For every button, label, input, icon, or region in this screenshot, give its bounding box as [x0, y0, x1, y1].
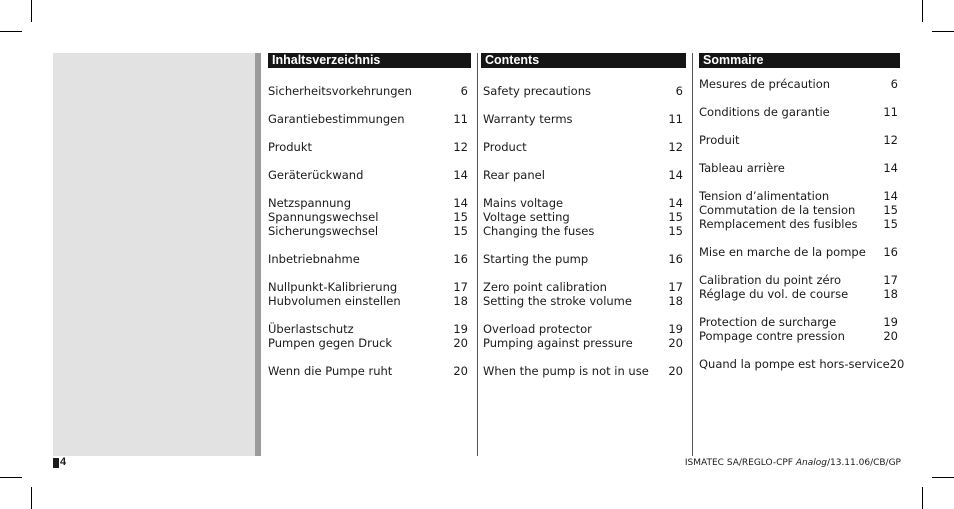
toc-entry — [483, 224, 683, 238]
side-panel-bar — [255, 53, 261, 456]
toc-entry-page: 14 — [883, 189, 898, 203]
toc-group — [483, 168, 683, 182]
toc-entry-page: 11 — [453, 112, 468, 126]
toc-group — [483, 280, 683, 308]
toc-entry-page: 12 — [453, 140, 468, 154]
toc-entry-page: 14 — [453, 168, 468, 182]
toc-group — [483, 196, 683, 238]
toc-entry-label: Remplacement des fusibles — [699, 217, 858, 231]
toc-entry-label: Mise en marche de la pompe — [699, 245, 866, 259]
toc-entry-label: Mains voltage — [483, 196, 564, 210]
side-panel — [53, 53, 255, 456]
toc-entry-label: Tension d’alimentation — [699, 189, 830, 203]
column-header: Contents — [481, 53, 686, 68]
toc-entry-page: 16 — [453, 252, 468, 266]
toc-entry-label: Product — [483, 140, 527, 154]
toc-entry — [699, 133, 898, 147]
toc-column-german — [268, 53, 468, 456]
toc-entry — [483, 210, 683, 224]
toc-entry-label: Commutation de la tension — [699, 203, 856, 217]
crop-mark-bottom-left-h — [0, 477, 22, 478]
toc-entry-label: Hubvolumen einstellen — [268, 294, 401, 308]
toc-entry-label: Setting the stroke volume — [483, 294, 632, 308]
toc-entry-page: 18 — [453, 294, 468, 308]
toc-entry-label: When the pump is not in use — [483, 364, 649, 378]
toc-entry-label: Pompage contre pression — [699, 329, 845, 343]
column-header: Sommaire — [699, 53, 900, 68]
toc-entry-page: 19 — [883, 315, 898, 329]
toc-column-french — [699, 53, 905, 456]
toc-entry — [483, 294, 683, 308]
toc-entry-page: 17 — [883, 273, 898, 287]
toc-group — [268, 112, 468, 126]
toc-entry-label: Tableau arrière — [699, 161, 785, 175]
column-header: Inhaltsverzeichnis — [268, 53, 471, 68]
toc-entry-label: Rear panel — [483, 168, 545, 182]
toc-group — [268, 252, 468, 266]
toc-entry-page: 15 — [453, 210, 468, 224]
toc-entry — [483, 196, 683, 210]
toc-entry-label: Warranty terms — [483, 112, 573, 126]
toc-entry-page: 14 — [668, 168, 683, 182]
toc-entry-label: Zero point calibration — [483, 280, 607, 294]
column-divider — [692, 53, 693, 456]
toc-entry-page: 19 — [668, 322, 683, 336]
toc-entry-page: 17 — [453, 280, 468, 294]
crop-mark-top-right-v — [922, 0, 923, 22]
toc-entry — [268, 252, 468, 266]
crop-mark-top-left-h — [0, 31, 22, 32]
toc-entry — [268, 84, 468, 98]
toc-entry — [268, 140, 468, 154]
toc-entry-label: Überlastschutz — [268, 322, 354, 336]
toc-entries — [699, 77, 905, 385]
toc-entry-label: Inbetriebnahme — [268, 252, 360, 266]
toc-entry-page: 15 — [883, 217, 898, 231]
toc-entry-label: Produkt — [268, 140, 313, 154]
toc-entry — [268, 196, 468, 210]
toc-entry-label: Starting the pump — [483, 252, 589, 266]
toc-entry-page: 18 — [883, 287, 898, 301]
toc-entry-page: 20 — [668, 364, 683, 378]
toc-entry — [699, 357, 905, 371]
toc-entry-page: 16 — [883, 245, 898, 259]
toc-group — [268, 280, 468, 308]
crop-mark-top-left-v — [31, 0, 32, 22]
toc-entry-page: 14 — [453, 196, 468, 210]
toc-entry-page: 11 — [883, 105, 898, 119]
toc-entry-label: Conditions de garantie — [699, 105, 830, 119]
toc-entry-page: 12 — [668, 140, 683, 154]
toc-entry — [268, 224, 468, 238]
toc-group — [483, 112, 683, 126]
toc-entry-label: Pumpen gegen Druck — [268, 336, 393, 350]
toc-entries — [483, 84, 683, 392]
toc-entry-page: 15 — [453, 224, 468, 238]
toc-entry-page: 14 — [883, 161, 898, 175]
toc-entry-page: 6 — [460, 84, 468, 98]
toc-entry-page: 17 — [668, 280, 683, 294]
toc-entry — [699, 77, 898, 91]
toc-entry — [268, 336, 468, 350]
toc-entry-label: Garantiebestimmungen — [268, 112, 405, 126]
column-divider — [477, 53, 478, 456]
toc-entry — [699, 287, 898, 301]
toc-group — [483, 322, 683, 350]
toc-entry-label: Sicherungswechsel — [268, 224, 379, 238]
toc-entry — [699, 161, 898, 175]
toc-entry-page: 20 — [453, 336, 468, 350]
toc-group — [268, 140, 468, 154]
toc-entry — [483, 252, 683, 266]
toc-entry-page: 16 — [668, 252, 683, 266]
toc-entry — [699, 217, 898, 231]
page-number: 4 — [60, 456, 67, 468]
toc-entry-page: 11 — [668, 112, 683, 126]
toc-entry-label: Changing the fuses — [483, 224, 595, 238]
toc-entry-label: Protection de surcharge — [699, 315, 837, 329]
toc-group — [268, 168, 468, 182]
toc-entry-label: Sicherheitsvorkehrungen — [268, 84, 412, 98]
toc-entry-page: 20 — [668, 336, 683, 350]
toc-entry-label: Geräterückwand — [268, 168, 364, 182]
crop-mark-bottom-right-v — [922, 487, 923, 509]
toc-entry — [699, 315, 898, 329]
toc-entry-label: Wenn die Pumpe ruht — [268, 364, 393, 378]
toc-entry — [699, 203, 898, 217]
toc-group — [483, 140, 683, 154]
toc-entry — [699, 273, 898, 287]
toc-entry-page: 20 — [453, 364, 468, 378]
toc-entry-page: 19 — [453, 322, 468, 336]
toc-group — [699, 189, 898, 231]
toc-entry — [268, 210, 468, 224]
toc-group — [483, 252, 683, 266]
toc-entry-page: 6 — [675, 84, 683, 98]
toc-group — [699, 273, 898, 301]
toc-entry-label: Spannungswechsel — [268, 210, 379, 224]
toc-group — [483, 364, 683, 378]
toc-entry-label: Netzspannung — [268, 196, 352, 210]
toc-entry-page: 12 — [883, 133, 898, 147]
toc-entry — [483, 336, 683, 350]
toc-entry — [268, 168, 468, 182]
toc-entry — [483, 140, 683, 154]
toc-entry-page: 15 — [668, 224, 683, 238]
crop-mark-bottom-right-h — [932, 477, 954, 478]
toc-entry-label: Nullpunkt-Kalibrierung — [268, 280, 398, 294]
toc-group — [699, 245, 898, 259]
toc-group — [268, 322, 468, 350]
toc-entry-page: 15 — [883, 203, 898, 217]
toc-entry-page: 15 — [668, 210, 683, 224]
toc-entry — [483, 84, 683, 98]
toc-entry-label: Pumping against pressure — [483, 336, 633, 350]
toc-entry-page: 20 — [889, 357, 905, 371]
toc-entry-label: Calibration du point zéro — [699, 273, 842, 287]
toc-entry-label: Overload protector — [483, 322, 592, 336]
toc-entry-page: 18 — [668, 294, 683, 308]
toc-entry — [699, 329, 898, 343]
footer-imprint: ISMATEC SA/REGLO-CPF Analog/13.11.06/CB/GP — [684, 458, 901, 468]
toc-entry-label: Quand la pompe est hors-service — [699, 357, 890, 371]
toc-group — [699, 77, 898, 91]
toc-group — [699, 315, 898, 343]
toc-column-english — [483, 53, 683, 456]
toc-group — [699, 357, 905, 371]
toc-entry — [483, 112, 683, 126]
toc-entry — [268, 112, 468, 126]
toc-entry — [268, 294, 468, 308]
toc-entry — [699, 245, 898, 259]
toc-entry-label: Voltage setting — [483, 210, 570, 224]
toc-group — [268, 196, 468, 238]
toc-entry-label: Réglage du vol. de course — [699, 287, 849, 301]
crop-mark-top-right-h — [932, 31, 954, 32]
toc-entry — [483, 280, 683, 294]
crop-mark-bottom-left-v — [31, 487, 32, 509]
toc-entry-label: Safety precautions — [483, 84, 591, 98]
toc-entry — [699, 189, 898, 203]
toc-entry-page: 20 — [883, 329, 898, 343]
toc-group — [483, 84, 683, 98]
page-number-marker — [53, 458, 59, 468]
toc-entry-label: Mesures de précaution — [699, 77, 831, 91]
toc-entry — [699, 105, 898, 119]
toc-group — [268, 84, 468, 98]
toc-group — [699, 161, 898, 175]
toc-entry — [268, 322, 468, 336]
toc-group — [268, 364, 468, 378]
toc-entry-page: 6 — [890, 77, 898, 91]
toc-entry — [483, 322, 683, 336]
toc-group — [699, 105, 898, 119]
toc-entry — [483, 168, 683, 182]
toc-entry-page: 14 — [668, 196, 683, 210]
toc-entry-label: Produit — [699, 133, 740, 147]
toc-entry — [268, 364, 468, 378]
toc-group — [699, 133, 898, 147]
toc-entry — [268, 280, 468, 294]
toc-entry — [483, 364, 683, 378]
toc-entries — [268, 84, 468, 392]
